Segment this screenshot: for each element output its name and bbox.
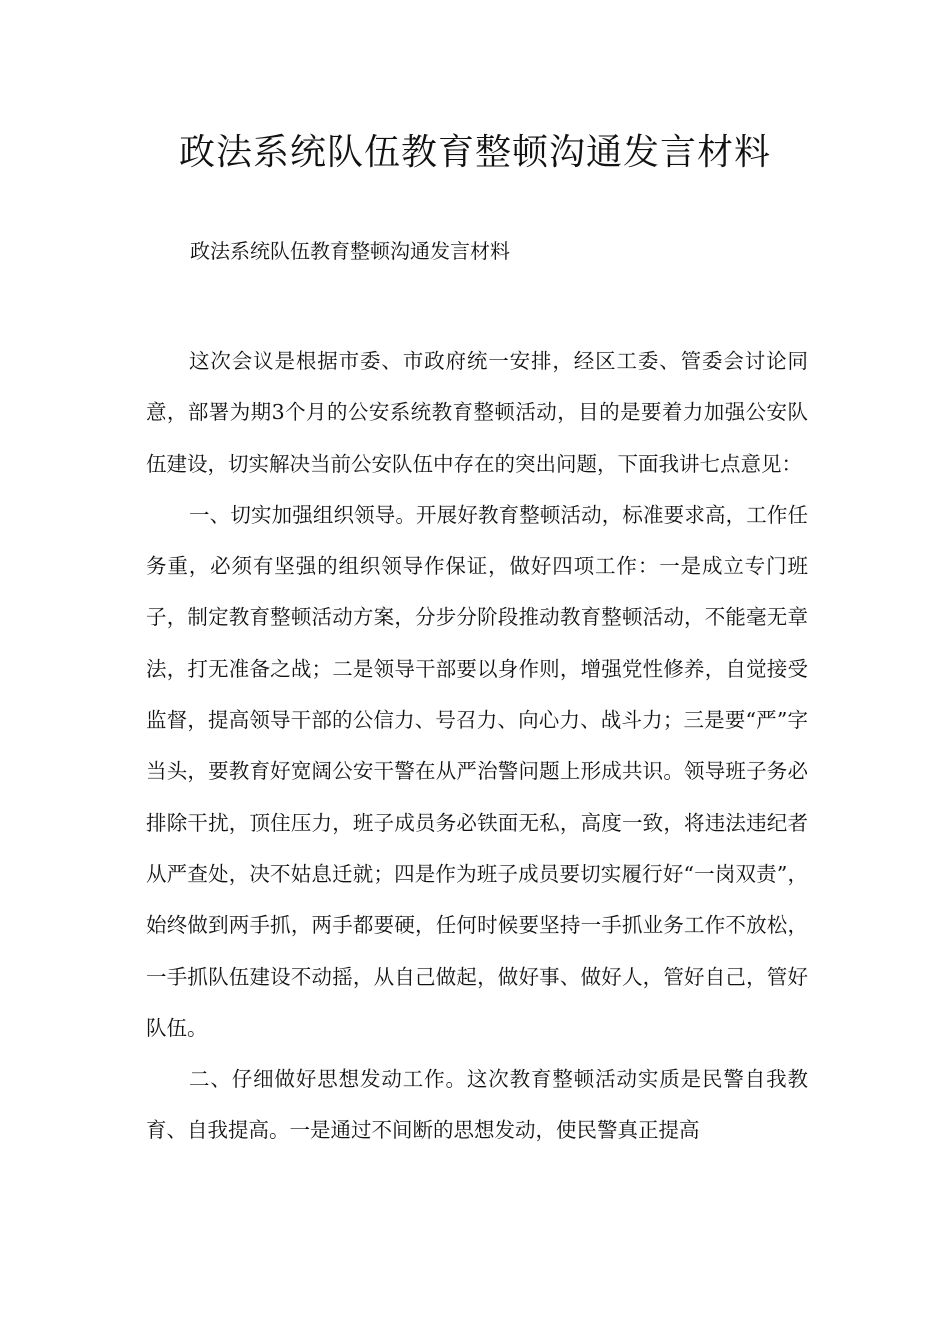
paragraph-intro: 这次会议是根据市委、市政府统一安排，经区工委、管委会讨论同意，部署为期3个月的公安系统教育整顿活动，目的是要着力加强公安队伍建设，切实解决当前公安队伍中存在的突出问题，下面我讲七点意见：: [146, 349, 808, 476]
paragraph-section-2: 二、仔细做好思想发动工作。这次教育整顿活动实质是民警自我教育、自我提高。一是通过不间断的思想发动，使民警真正提高: [146, 1067, 808, 1143]
document-body: [146, 336, 808, 1157]
paragraph-section-1: 一、切实加强组织领导。开展好教育整顿活动，标准要求高，工作任务重，必须有坚强的组织领导作保证，做好四项工作：一是成立专门班子，制定教育整顿活动方案，分步分阶段推动教育整顿活动，不能毫无章法，打无准备之战；二是领导干部要以身作则，增强党性修养，自觉接受监督，提高领导干部的公信力、号召力、向心力、战斗力；三是要“严”字当头，要教育好宽阔公安干警在从严治警问题上形成共识。领导班子务必排除干扰，顶住压力，班子成员务必铁面无私，高度一致，将违法违纪者从严查处，决不姑息迁就；四是作为班子成员要切实履行好“一岗双责”，始终做到两手抓，两手都要硬，任何时候要坚持一手抓业务工作不放松，一手抓队伍建设不动摇，从自己做起，做好事、做好人，管好自己，管好队伍。: [146, 502, 808, 1040]
document-subtitle: 政法系统队伍教育整顿沟通发言材料: [190, 239, 510, 263]
document-title: 政法系统队伍教育整顿沟通发言材料: [178, 132, 771, 173]
